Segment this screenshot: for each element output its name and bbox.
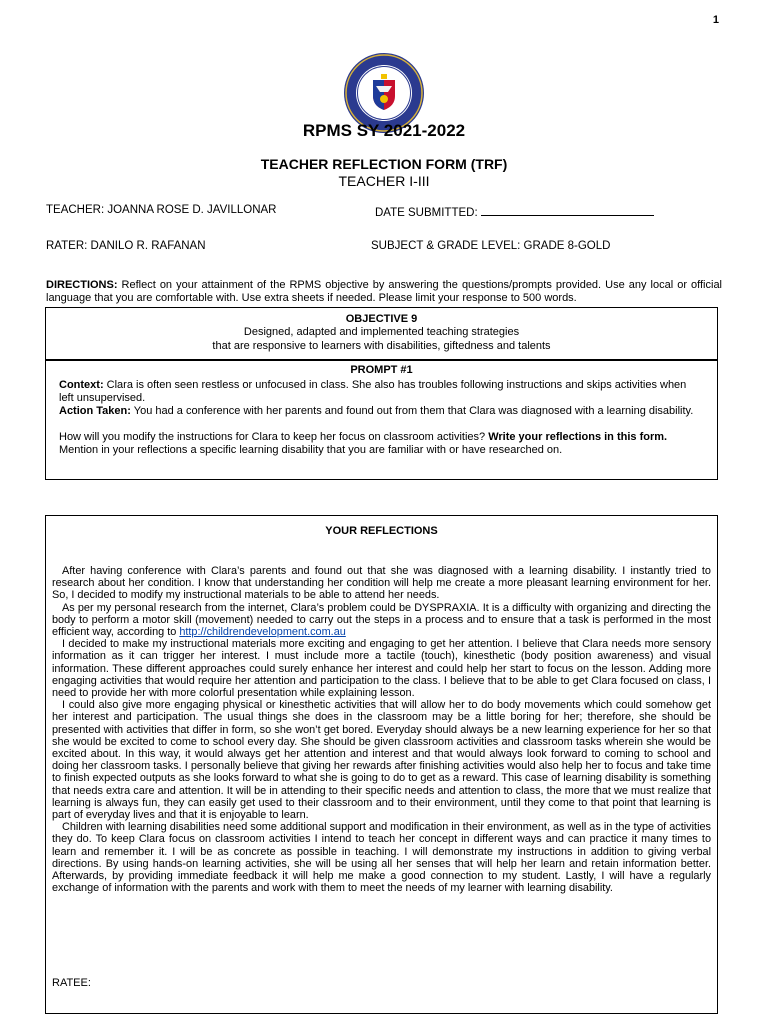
reflection-paragraph-5: Children with learning disabilities need some additional support and modification in their environment, as well as in the type of activities they do. To keep Clara focus on classroom activities I intend to teach her concept in different ways and can practice it many times to learn and remember it. I will be as concrete as possible in teaching. I will demonstrate my instructions in addition to giving verbal directions. By using hands-on learning activities, she will be using all her senses that will help her learn and retain information better. Afterwards, by providing immediate feedback it will help me make a good connection to my student. Lastly, I will have a regularly exchange of information with the parents and work with them to meet the needs of my learner with learning disability. xyxy=(52,821,711,895)
reflections-box xyxy=(45,515,718,1014)
form-subtitle: TEACHER I-III xyxy=(338,173,430,189)
reflection-paragraph-2-text: As per my personal research from the internet, Clara’s problem could be DYSPRAXIA. It is a difficulty with organizing and directing the body to perform a motor skill (movement) needed to carry out the steps in a process and to ensure that a task is performed in the most efficient way, according to xyxy=(52,601,711,639)
prompt-context xyxy=(59,379,703,405)
rater-name: RATER: DANILO R. RAFANAN xyxy=(46,240,206,252)
context-text: Clara is often seen restless or unfocused in class. She also has troubles following instructions and skips activities when left unsupervised. xyxy=(59,379,687,404)
date-submitted-blank xyxy=(481,204,654,216)
page-number: 1 xyxy=(712,14,719,26)
question-bold: Write your reflections in this form. xyxy=(488,431,668,443)
prompt-action xyxy=(59,405,703,418)
teacher-name: TEACHER: JOANNA ROSE D. JAVILLONAR xyxy=(46,204,277,216)
objective-prompt-box xyxy=(45,307,718,480)
date-submitted-label: DATE SUBMITTED: xyxy=(375,207,478,219)
form-title: TEACHER REFLECTION FORM (TRF) xyxy=(260,156,508,172)
directions xyxy=(46,279,722,305)
reflections-title: YOUR REFLECTIONS xyxy=(325,525,438,537)
objective-line-1: Designed, adapted and implemented teaching strategies xyxy=(243,326,520,338)
directions-label: DIRECTIONS: xyxy=(46,279,118,291)
reflection-paragraph-2 xyxy=(52,602,711,639)
ratee-label: RATEE: xyxy=(52,977,91,989)
prompt-title: PROMPT #1 xyxy=(350,364,413,376)
subject-grade-level: SUBJECT & GRADE LEVEL: GRADE 8-GOLD xyxy=(371,240,611,252)
reflection-paragraph-3: I decided to make my instructional materials more exciting and engaging to get her attention. I believe that Clara needs more sensory information as it can trigger her interest. I must include more a tactile (touch), kinesthetic (body position awareness) and visual information. These different approaches could surely enhance her interest and could help her start to focus on the lesson. Adding more engaging activities that would require her attention and participation to the class. I believe that to be able to get Clara focused on class, I need to provide her with more colorful presentation while explaining lesson. xyxy=(52,638,711,700)
date-submitted-field xyxy=(375,204,654,219)
reflections-body xyxy=(52,565,711,894)
directions-text: Reflect on your attainment of the RPMS objective by answering the questions/prompts provided. Use any local or official language that you are comfortable with. Use extra sheets if needed. Please limit your response to 500 words. xyxy=(46,279,722,304)
objective-title: OBJECTIVE 9 xyxy=(345,313,418,325)
question-text: How will you modify the instructions for Clara to keep her focus on classroom activities? xyxy=(59,431,489,443)
action-text: You had a conference with her parents and found out from them that Clara was diagnosed with a learning disability. xyxy=(130,405,694,417)
prompt-body xyxy=(59,379,703,457)
objective-line-2: that are responsive to learners with disabilities, giftedness and talents xyxy=(212,340,551,352)
question-tail: Mention in your reflections a specific learning disability that you are familiar with or have researched on. xyxy=(59,444,563,456)
childrendevelopment-link[interactable]: http://childrendevelopment.com.au xyxy=(179,626,346,639)
prompt-question xyxy=(59,431,703,457)
context-label: Context: xyxy=(59,379,104,391)
section-divider xyxy=(46,359,717,361)
document-title: RPMS SY 2021-2022 xyxy=(302,121,466,140)
action-label: Action Taken: xyxy=(59,405,131,417)
reflection-paragraph-1: After having conference with Clara’s parents and found out that she was diagnosed with a learning disability. I instantly tried to research about her condition. I know that understanding her condition will help me create a more pleasant learning environment for her. So, I decided to modify my instructional materials to be able to attend her needs. xyxy=(52,565,711,602)
reflection-paragraph-4: I could also give more engaging physical or kinesthetic activities that will allow her to do body movements which could somehow get her interest and participation. The usual things she does in the classroom may be a little boring for her; therefore, she should be presented with activities that differ in form, so she won’t get bored. Everyday should always be a new learning experience for her so that she would be excited to come to school every day. She should be given classroom activities and classroom tasks wherein she would be excited about. In this way, it would always get her attention and interest and that would always look forward to coming to school and doing her classroom tasks. I personally believe that giving her rewards after finishing activities would also help her to focus and take time to finish expected outputs as she looks forward to what she is going to do to get as a reward. This case of learning disability is something that needs extra care and attention. It will be in attending to their specific needs and attention to class, the more that we must realize that learning is always fun, they can easily get used to their classroom and to their environment, until they come to that point that learning is part of everyday lives and that it is enjoyable to learn. xyxy=(52,699,711,822)
